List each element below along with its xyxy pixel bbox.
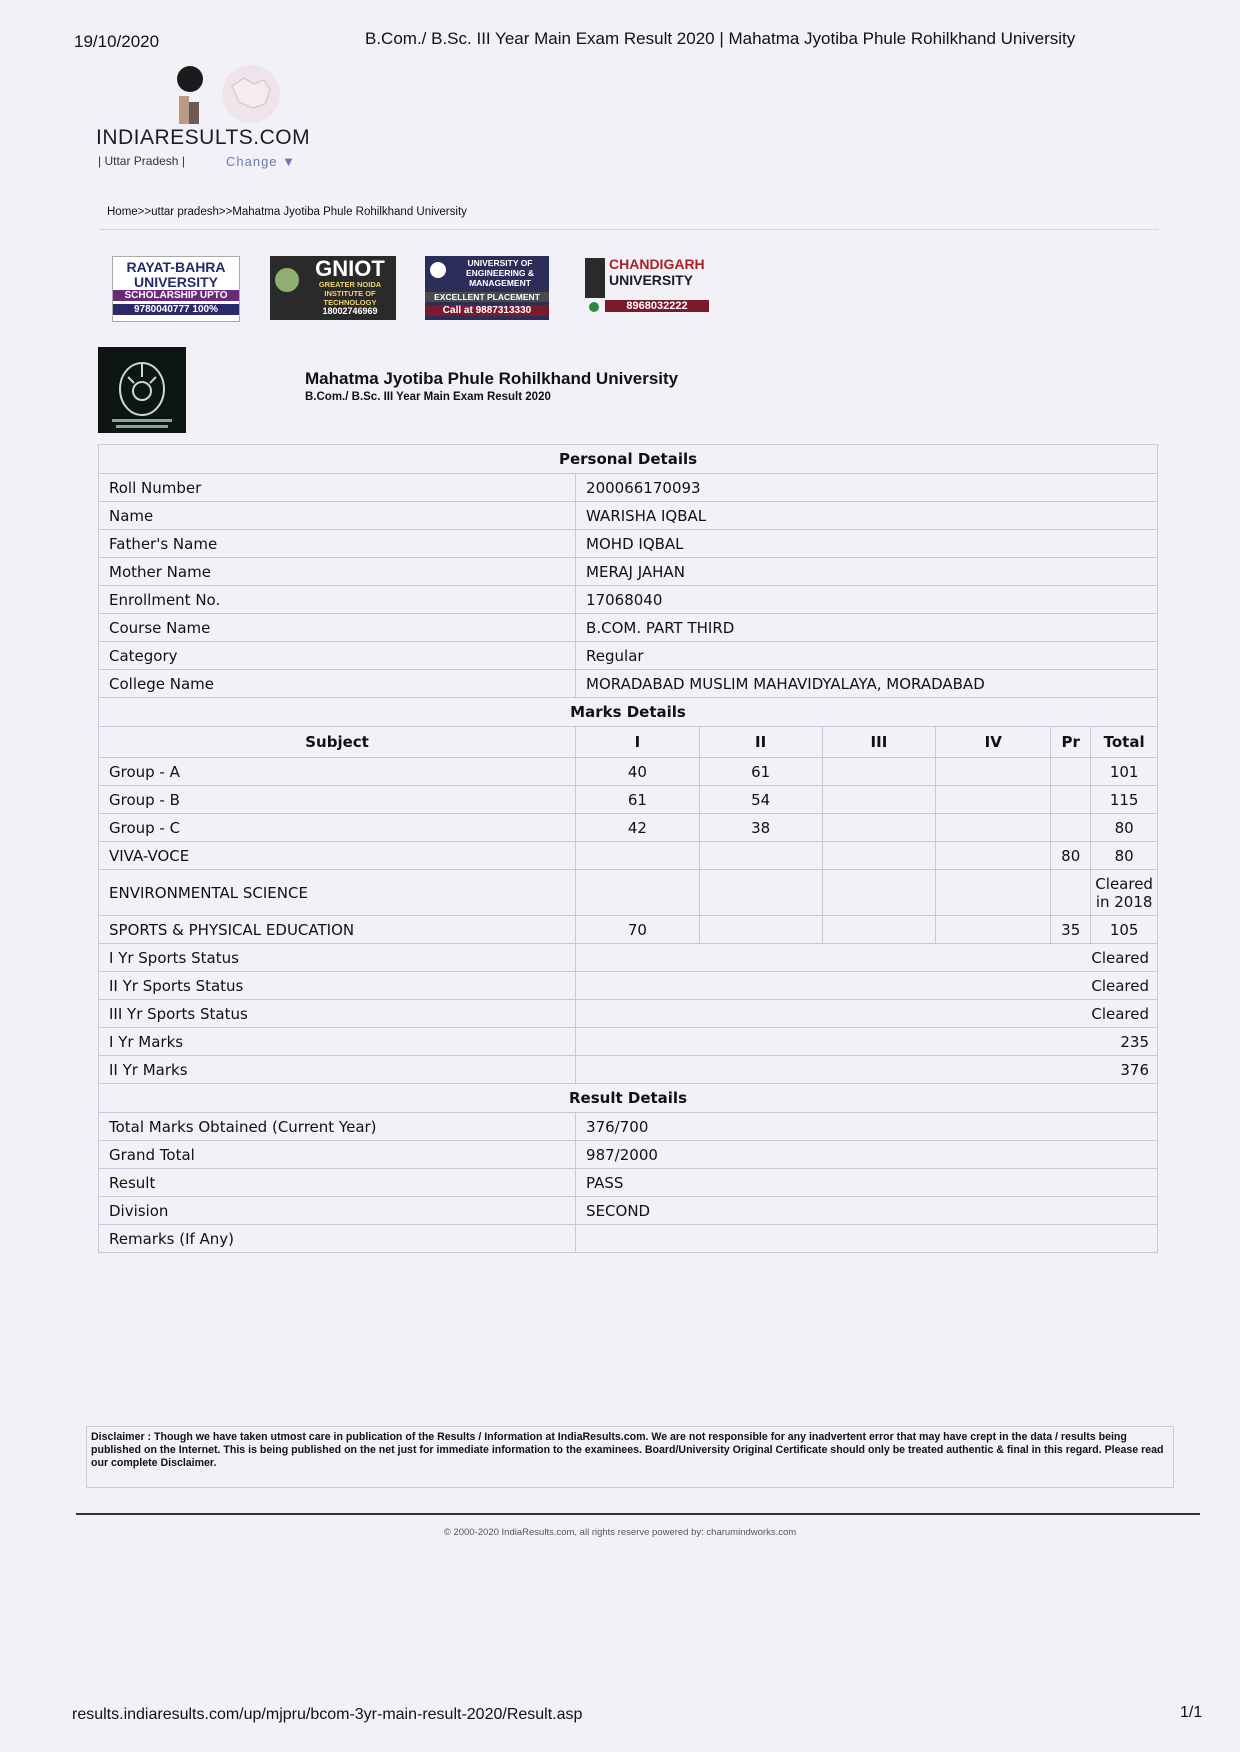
- print-page-number: 1/1: [1180, 1704, 1203, 1721]
- marks-cell-i: 42: [576, 814, 700, 842]
- status-label: III Yr Sports Status: [99, 1000, 576, 1028]
- marks-cell-ii: 38: [699, 814, 822, 842]
- marks-cell-iv: [936, 870, 1051, 916]
- status-label: II Yr Marks: [99, 1056, 576, 1084]
- copyright: © 2000-2020 IndiaResults.com, all rights reserve powered by: charumindworks.com: [443, 1527, 797, 1538]
- uem-emblem-icon: [430, 262, 446, 278]
- footer-divider: [76, 1513, 1200, 1515]
- personal-value: MERAJ JAHAN: [576, 558, 1158, 586]
- ad-line: 18002746969: [322, 306, 378, 316]
- personal-label: Category: [99, 642, 576, 670]
- total-line: Cleared: [1095, 874, 1153, 893]
- personal-row: [99, 558, 1158, 586]
- result-row: [99, 1225, 1158, 1253]
- personal-label: Name: [99, 502, 576, 530]
- disclaimer-box: [86, 1426, 1174, 1488]
- subject-name: Group - C: [99, 814, 576, 842]
- ad-line: 9780040777 100%: [113, 304, 239, 315]
- ad-line: Call at 9887313330: [425, 305, 549, 316]
- phone-icon: [589, 302, 599, 312]
- result-row: [99, 1141, 1158, 1169]
- marks-details-heading: Marks Details: [99, 698, 1158, 727]
- print-title: B.Com./ B.Sc. III Year Main Exam Result 2020 | Mahatma Jyotiba Phule Rohilkhand University: [365, 29, 1076, 48]
- status-value: 235: [576, 1028, 1158, 1056]
- exam-title: B.Com./ B.Sc. III Year Main Exam Result 2020: [305, 391, 551, 403]
- personal-value: Regular: [576, 642, 1158, 670]
- ad-line: EXCELLENT PLACEMENT: [425, 292, 549, 302]
- ad-line: SCHOLARSHIP UPTO: [113, 290, 239, 301]
- status-value: Cleared: [576, 944, 1158, 972]
- site-logo[interactable]: [96, 62, 311, 174]
- university-name: Mahatma Jyotiba Phule Rohilkhand University: [305, 369, 679, 388]
- personal-value: B.COM. PART THIRD: [576, 614, 1158, 642]
- result-table-body: [99, 445, 1158, 1253]
- marks-cell-i: [576, 842, 700, 870]
- ad-line: UNIVERSITY: [133, 274, 218, 290]
- subject-name: ENVIRONMENTAL SCIENCE: [99, 870, 576, 916]
- status-row: [99, 1000, 1158, 1028]
- personal-value: WARISHA IQBAL: [576, 502, 1158, 530]
- personal-row: [99, 670, 1158, 698]
- status-row: [99, 1056, 1158, 1084]
- subject-name: VIVA-VOCE: [99, 842, 576, 870]
- ad-line: GREATER NOIDA INSTITUTE OF TECHNOLOGY: [318, 280, 382, 307]
- personal-label: Roll Number: [99, 474, 576, 502]
- total-cell: [1091, 870, 1158, 916]
- marks-cell-i: [576, 870, 700, 916]
- result-value: PASS: [576, 1169, 1158, 1197]
- marks-header-row: [99, 727, 1158, 758]
- university-seal: [98, 347, 186, 433]
- personal-value: MOHD IQBAL: [576, 530, 1158, 558]
- marks-row: [99, 916, 1158, 944]
- marks-cell-iv: [936, 758, 1051, 786]
- subject-name: Group - A: [99, 758, 576, 786]
- result-label: Total Marks Obtained (Current Year): [99, 1113, 576, 1141]
- total-cell: 101: [1091, 758, 1158, 786]
- total-cell: 105: [1091, 916, 1158, 944]
- marks-row: [99, 814, 1158, 842]
- university-seal-icon: [98, 347, 186, 433]
- result-details-heading: Result Details: [99, 1084, 1158, 1113]
- disclaimer-link[interactable]: Disclaimer.: [160, 1457, 217, 1469]
- ad-line: 8968032222: [605, 300, 709, 312]
- ad-banner-uem[interactable]: [425, 256, 549, 320]
- ad-line: GNIOT: [315, 256, 385, 281]
- marks-cell-i: 40: [576, 758, 700, 786]
- marks-cell-iv: [936, 814, 1051, 842]
- marks-row: [99, 870, 1158, 916]
- marks-cell-iii: [822, 758, 936, 786]
- ad-line: UNIVERSITY OF ENGINEERING & MANAGEMENT: [465, 258, 534, 288]
- status-row: [99, 1028, 1158, 1056]
- ad-banner-chandigarh[interactable]: [585, 256, 709, 320]
- marks-column-header: IV: [936, 727, 1051, 758]
- status-value: 376: [576, 1056, 1158, 1084]
- ad-line: UNIVERSITY: [609, 272, 694, 288]
- gniot-emblem-icon: [275, 268, 299, 292]
- subject-name: Group - B: [99, 786, 576, 814]
- total-cell: 115: [1091, 786, 1158, 814]
- personal-row: [99, 586, 1158, 614]
- personal-row: [99, 614, 1158, 642]
- marks-row: [99, 786, 1158, 814]
- marks-column-header: II: [699, 727, 822, 758]
- personal-row: [99, 642, 1158, 670]
- marks-cell-pr: [1051, 758, 1091, 786]
- marks-column-header: III: [822, 727, 936, 758]
- marks-cell-iii: [822, 916, 936, 944]
- marks-cell-pr: 35: [1051, 916, 1091, 944]
- personal-row: [99, 502, 1158, 530]
- status-row: [99, 972, 1158, 1000]
- personal-row: [99, 474, 1158, 502]
- breadcrumb[interactable]: Home>>uttar pradesh>>Mahatma Jyotiba Phule Rohilkhand University: [107, 206, 467, 218]
- change-state-link[interactable]: Change ▼: [226, 154, 297, 169]
- result-value: 376/700: [576, 1113, 1158, 1141]
- marks-cell-ii: 61: [699, 758, 822, 786]
- result-label: Remarks (If Any): [99, 1225, 576, 1253]
- result-label: Division: [99, 1197, 576, 1225]
- ad-banner-rayat-bahra[interactable]: [112, 256, 240, 322]
- marks-cell-i: 61: [576, 786, 700, 814]
- marks-cell-iv: [936, 786, 1051, 814]
- status-value: Cleared: [576, 1000, 1158, 1028]
- marks-cell-iii: [822, 870, 936, 916]
- total-line: in 2018: [1095, 892, 1153, 911]
- marks-column-header: I: [576, 727, 700, 758]
- ad-line: RAYAT-BAHRA: [126, 259, 226, 275]
- personal-label: Enrollment No.: [99, 586, 576, 614]
- result-value: [576, 1225, 1158, 1253]
- subject-name: SPORTS & PHYSICAL EDUCATION: [99, 916, 576, 944]
- personal-value: 200066170093: [576, 474, 1158, 502]
- marks-column-header: Total: [1091, 727, 1158, 758]
- marks-cell-i: 70: [576, 916, 700, 944]
- total-cell: 80: [1091, 814, 1158, 842]
- marks-cell-pr: 80: [1051, 842, 1091, 870]
- result-table: [98, 444, 1158, 1253]
- marks-cell-ii: [699, 842, 822, 870]
- ad-line: CHANDIGARH: [609, 256, 705, 272]
- marks-cell-iii: [822, 786, 936, 814]
- personal-label: College Name: [99, 670, 576, 698]
- marks-column-header: Pr: [1051, 727, 1091, 758]
- marks-cell-iv: [936, 842, 1051, 870]
- cu-emblem-icon: [585, 258, 605, 298]
- marks-cell-pr: [1051, 814, 1091, 842]
- result-value: 987/2000: [576, 1141, 1158, 1169]
- marks-cell-iii: [822, 814, 936, 842]
- total-cell: 80: [1091, 842, 1158, 870]
- result-row: [99, 1169, 1158, 1197]
- status-label: II Yr Sports Status: [99, 972, 576, 1000]
- status-label: I Yr Sports Status: [99, 944, 576, 972]
- personal-label: Mother Name: [99, 558, 576, 586]
- print-date: 19/10/2020: [74, 32, 160, 51]
- breadcrumb-divider: [100, 229, 1158, 230]
- marks-row: [99, 758, 1158, 786]
- marks-row: [99, 842, 1158, 870]
- status-value: Cleared: [576, 972, 1158, 1000]
- status-row: [99, 944, 1158, 972]
- marks-cell-pr: [1051, 870, 1091, 916]
- site-logo-text: INDIARESULTS.COM: [96, 126, 311, 149]
- personal-value: 17068040: [576, 586, 1158, 614]
- print-url: results.indiaresults.com/up/mjpru/bcom-3yr-main-result-2020/Result.asp: [72, 1706, 583, 1723]
- disclaimer-text: Disclaimer : Though we have taken utmost care in publication of the Results / Information at IndiaResults.com. We are not responsible for any inadvertent error that may have crept in the data / results being published on the Internet. This is being published on the net just for immediate information to the examinees. Board/University Original Certificate should only be treated authentic & final in this regard. Please read our complete: [91, 1431, 1164, 1469]
- personal-row: [99, 530, 1158, 558]
- personal-details-heading: Personal Details: [99, 445, 1158, 474]
- personal-label: Course Name: [99, 614, 576, 642]
- marks-cell-ii: [699, 916, 822, 944]
- status-label: I Yr Marks: [99, 1028, 576, 1056]
- marks-column-header: Subject: [99, 727, 576, 758]
- result-row: [99, 1113, 1158, 1141]
- marks-cell-pr: [1051, 786, 1091, 814]
- result-label: Result: [99, 1169, 576, 1197]
- result-label: Grand Total: [99, 1141, 576, 1169]
- marks-cell-iv: [936, 916, 1051, 944]
- personal-value: MORADABAD MUSLIM MAHAVIDYALAYA, MORADABAD: [576, 670, 1158, 698]
- indiaresults-logo-icon: [96, 62, 306, 126]
- marks-cell-ii: 54: [699, 786, 822, 814]
- marks-cell-ii: [699, 870, 822, 916]
- result-row: [99, 1197, 1158, 1225]
- marks-cell-iii: [822, 842, 936, 870]
- ad-banner-gniot[interactable]: [270, 256, 396, 320]
- personal-label: Father's Name: [99, 530, 576, 558]
- result-value: SECOND: [576, 1197, 1158, 1225]
- state-label: | Uttar Pradesh |: [98, 154, 185, 168]
